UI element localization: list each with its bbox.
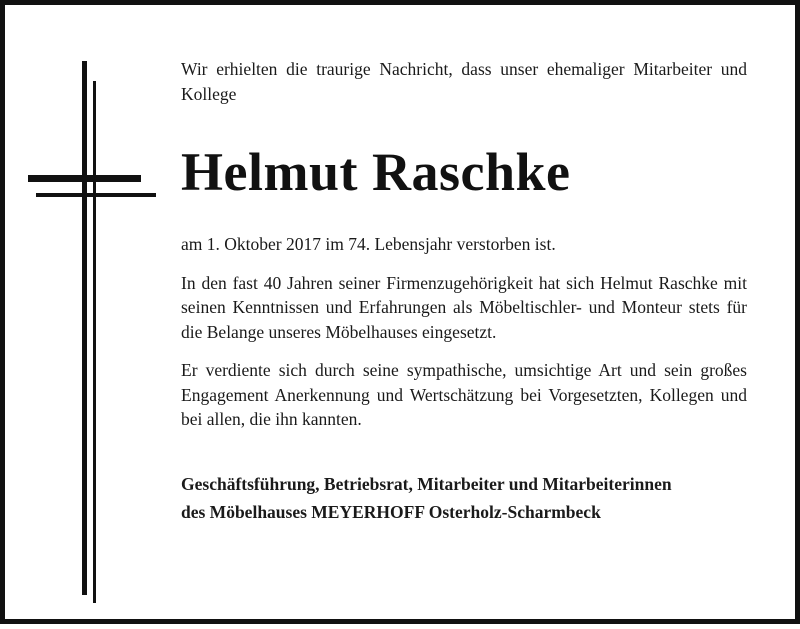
paragraph-tribute: Er verdiente sich durch seine sympathische, umsichtige Art und sein großes Engagement Anerkennung und Wertschätzung bei Vorgesetzten, Kollegen und bei allen, die ihn kannten. bbox=[181, 360, 747, 429]
signature-line-2: des Möbelhauses MEYERHOFF Osterholz-Scharmbeck bbox=[181, 501, 601, 522]
cross-vertical-thin-bar bbox=[93, 81, 96, 603]
cross-horizontal-thin-bar bbox=[36, 193, 156, 197]
deceased-name: Helmut Raschke bbox=[181, 142, 571, 202]
cross-icon bbox=[5, 5, 165, 629]
cross-vertical-bar bbox=[82, 61, 87, 595]
cross-horizontal-bar bbox=[28, 175, 141, 182]
signature-block bbox=[181, 470, 747, 526]
notice-body bbox=[181, 57, 747, 526]
date-line: am 1. Oktober 2017 im 74. Lebensjahr verstorben ist. bbox=[181, 234, 556, 254]
paragraph-career: In den fast 40 Jahren seiner Firmenzugehörigkeit hat sich Helmut Raschke mit seinen Kenntnissen und Erfahrungen als Möbeltischler- und Monteur stets für die Belange unseres Möbelhauses eingesetzt. bbox=[181, 272, 747, 342]
signature-line-1: Geschäftsführung, Betriebsrat, Mitarbeiter und Mitarbeiterinnen bbox=[181, 473, 672, 494]
intro-text: Wir erhielten die traurige Nachricht, dass unser ehemaliger Mitarbeiter und Kollege bbox=[181, 59, 747, 104]
